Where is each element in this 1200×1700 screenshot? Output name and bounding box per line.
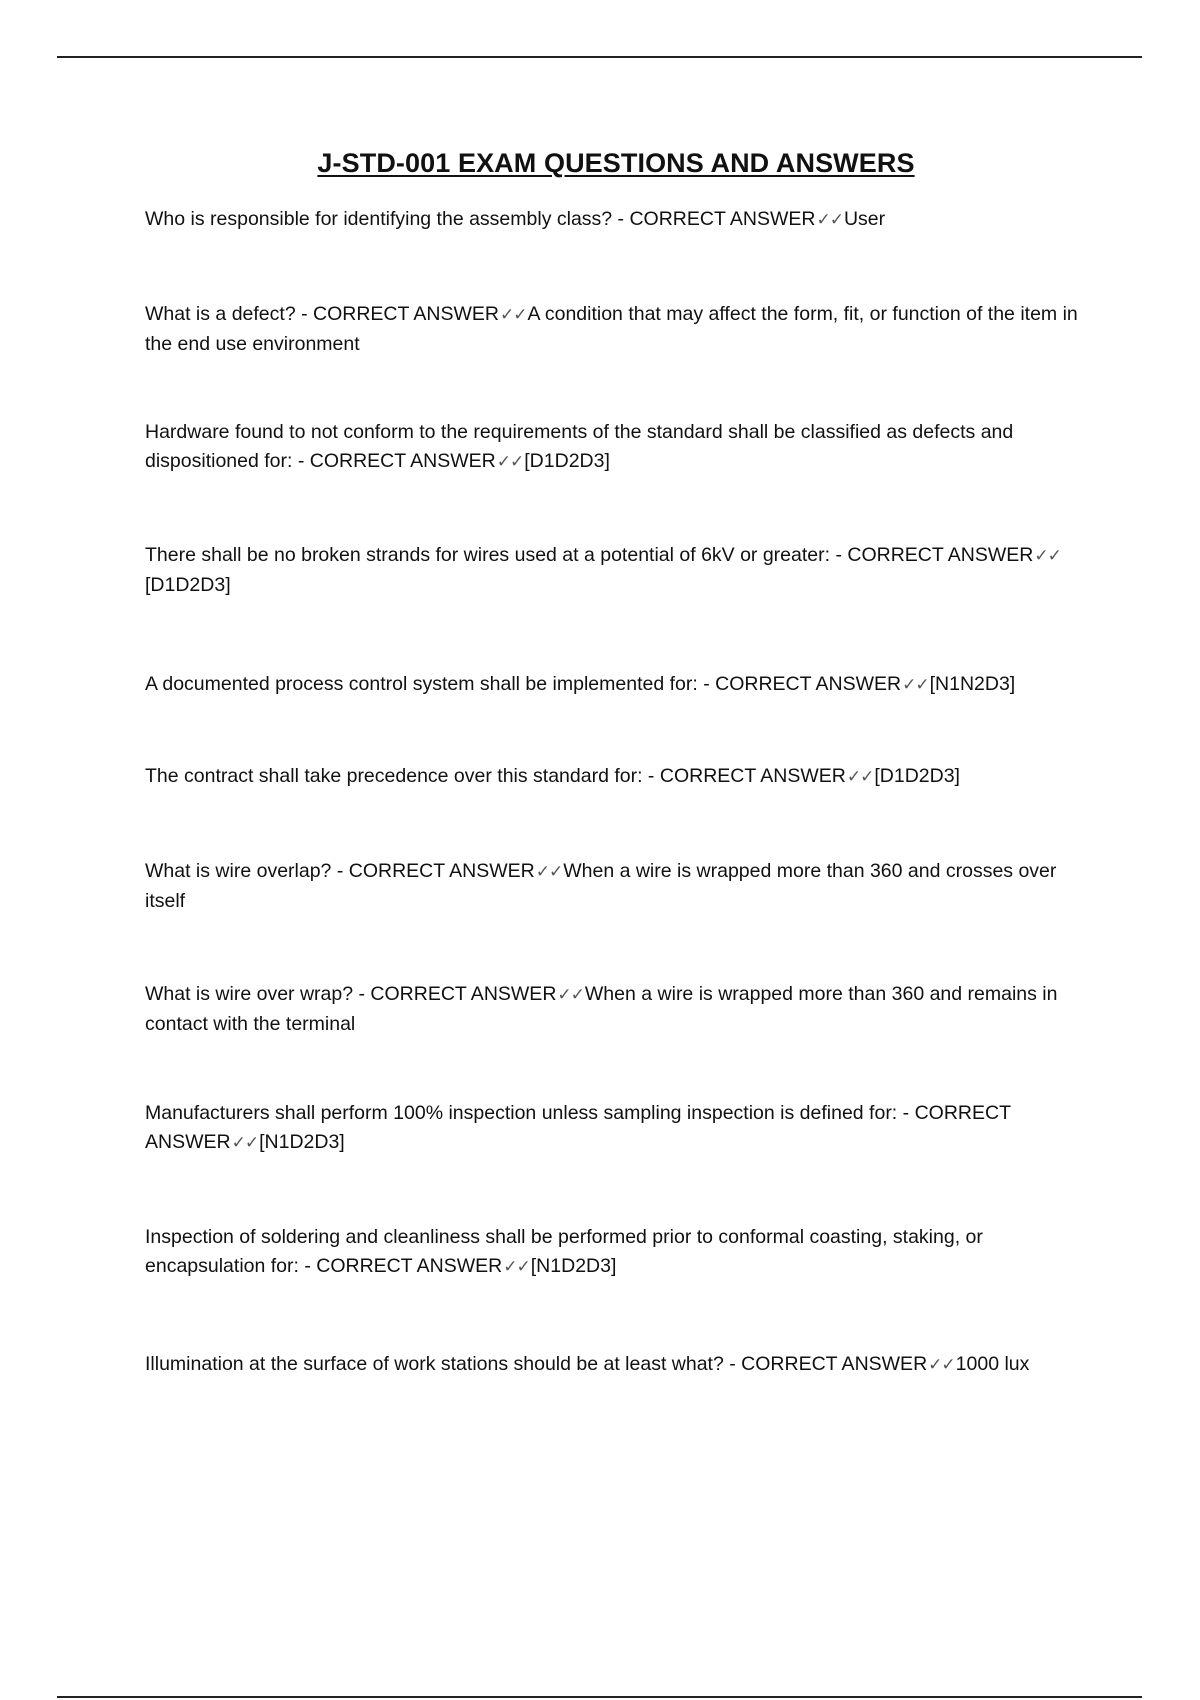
question-text: There shall be no broken strands for wires used at a potential of 6kV or greater: - (145, 544, 848, 566)
answer-text: [D1D2D3] (145, 574, 231, 596)
answer-text: [N1D2D3] (259, 1131, 345, 1153)
answer-label: CORRECT ANSWER (741, 1353, 928, 1375)
answer-text: A condition that may affect the form, fit, or function of the item in the end use environment (145, 303, 1078, 355)
answer-label: CORRECT ANSWER (313, 303, 499, 325)
question-text: Who is responsible for identifying the assembly class? - (145, 208, 630, 230)
double-check-icon: ✓✓ (557, 985, 584, 1005)
qa-item-5 (145, 670, 1095, 700)
answer-text: [D1D2D3] (874, 765, 960, 787)
qa-item-9 (145, 1099, 1095, 1158)
double-check-icon: ✓✓ (816, 210, 843, 230)
question-text: What is wire over wrap? - (145, 983, 371, 1005)
qa-item-3 (145, 418, 1095, 477)
answer-label: CORRECT ANSWER (715, 673, 902, 695)
double-check-icon: ✓✓ (496, 452, 524, 472)
qa-item-10 (145, 1223, 1095, 1282)
answer-label: CORRECT ANSWER (629, 208, 816, 230)
answer-label: CORRECT ANSWER (370, 983, 557, 1005)
answer-text: [D1D2D3] (524, 450, 610, 472)
double-check-icon: ✓✓ (928, 1355, 955, 1375)
answer-text: User (843, 208, 886, 230)
qa-item-6 (145, 762, 1095, 792)
double-check-icon: ✓✓ (846, 767, 874, 787)
answer-text: When a wire is wrapped more than 360 and crosses over itself (145, 860, 1057, 912)
qa-item-11 (145, 1350, 1095, 1380)
top-rule (57, 56, 1142, 58)
answer-label: CORRECT ANSWER (659, 765, 846, 787)
qa-item-2 (145, 300, 1095, 359)
qa-item-7 (145, 857, 1095, 916)
answer-text: [N1D2D3] (530, 1255, 617, 1277)
qa-item-8 (145, 980, 1095, 1039)
qa-item-4 (145, 541, 1095, 600)
answer-label: CORRECT ANSWER (145, 1102, 1011, 1153)
answer-text: 1000 lux (955, 1353, 1030, 1375)
answer-text: [N1N2D3] (929, 673, 1016, 695)
double-check-icon: ✓✓ (231, 1133, 259, 1153)
double-check-icon: ✓✓ (902, 675, 929, 695)
answer-text: When a wire is wrapped more than 360 and remains in contact with the terminal (145, 983, 1058, 1035)
question-text: Illumination at the surface of work stations should be at least what? - (145, 1353, 742, 1375)
bottom-rule (57, 1696, 1142, 1698)
question-text: Hardware found to not conform to the requirements of the standard shall be classified as defects and dispositioned for: - (145, 421, 1014, 472)
answer-label: CORRECT ANSWER (309, 450, 496, 472)
question-text: A documented process control system shall be implemented for: - (145, 673, 716, 695)
double-check-icon: ✓✓ (500, 305, 527, 325)
answer-label: CORRECT ANSWER (316, 1255, 503, 1277)
document-title: J-STD-001 EXAM QUESTIONS AND ANSWERS (317, 148, 915, 178)
question-text: The contract shall take precedence over this standard for: - (145, 765, 660, 787)
double-check-icon: ✓✓ (535, 862, 563, 882)
question-text: Manufacturers shall perform 100% inspection unless sampling inspection is defined for: - (145, 1102, 915, 1124)
answer-label: CORRECT ANSWER (348, 860, 535, 882)
question-text: Inspection of soldering and cleanliness shall be performed prior to conformal coasting, staking, or encapsulation for: - (145, 1226, 983, 1277)
double-check-icon: ✓✓ (1034, 546, 1061, 566)
question-text: What is a defect? - (145, 303, 313, 325)
answer-label: CORRECT ANSWER (847, 544, 1034, 566)
double-check-icon: ✓✓ (503, 1257, 530, 1277)
question-text: What is wire overlap? - (145, 860, 349, 882)
qa-item-1 (145, 205, 1095, 235)
